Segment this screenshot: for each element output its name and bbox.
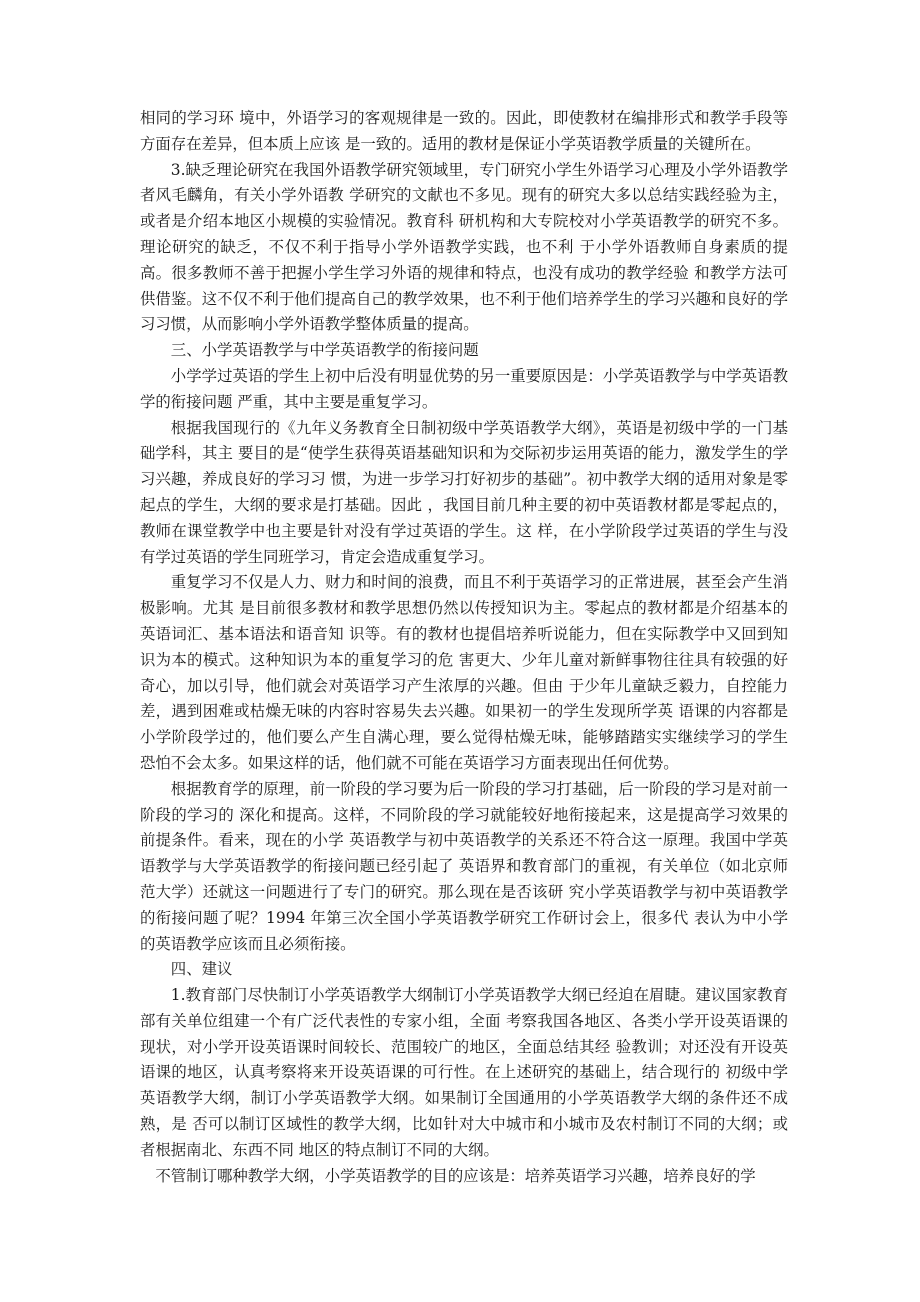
paragraph-lack-of-theory-research: 3.缺乏理论研究在我国外语教学研究领域里，专门研究小学生外语学习心理及小学外语教学者风毛麟角，有关小学外语教 学研究的文献也不多见。现有的研究大多以总结实践经验为主，或者是介绍本地区小规模的实验情况。教育科 研机构和大专院校对小学英语教学的研究不多。理论研究的缺乏，不仅不利于指导小学外语教学实践，也不利 于小学外语教师自身素质的提高。很多教师不善于把握小学生学习外语的规律和特点，也没有成功的教学经验 和教学方法可供借鉴。这不仅不利于他们提高自己的教学效果，也不利于他们培养学生的学习兴趣和良好的学 习习惯，从而影响小学外语教学整体质量的提高。 (140, 160, 788, 334)
section-heading-4: 四、建议 (170, 960, 233, 979)
section-heading-3: 三、小学英语教学与中学英语教学的衔接问题 (170, 341, 479, 360)
paragraph-textbook-continuation: 相同的学习环 境中，外语学习的客观规律是一致的。因此，即使教材在编排形式和教学手段等方面存在差异，但本质上应该 是一致的。适用的教材是保证小学英语教学质量的关键所在。 (140, 109, 788, 153)
paragraph-pedagogy-principle: 根据教育学的原理，前一阶段的学习要为后一阶段的学习打基础，后一阶段的学习是对前一阶段的学习的 深化和提高。这样，不同阶段的学习就能较好地衔接起来，这是提高学习效果的前提条件。看来，现在的小学 英语教学与初中英语教学的关系还不符合这一原理。我国中学英语教学与大学英语教学的衔接问题已经引起了 英语界和教育部门的重视，有关单位（如北京师范大学）还就这一问题进行了专门的研究。那么现在是否该研 究小学英语教学与初中英语教学的衔接问题了呢？1994 年第三次全国小学英语教学研究工作研讨会上，很多代 表认为中小学的英语教学应该而且必须衔接。 (140, 779, 788, 953)
paragraph-articulation-problem: 小学学过英语的学生上初中后没有明显优势的另一重要原因是：小学英语教学与中学英语教学的衔接问题 严重，其中主要是重复学习。 (140, 366, 788, 411)
paragraph-repeated-learning: 重复学习不仅是人力、财力和时间的浪费，而且不利于英语学习的正常进展，甚至会产生消极影响。尤其 是目前很多教材和教学思想仍然以传授知识为主。零起点的教材都是介绍基本的英语词汇、基本语法和语音知 识等。有的教材也提倡培养听说能力，但在实际教学中又回到知识为本的模式。这种知识为本的重复学习的危 害更大、少年儿童对新鲜事物往往具有较强的好奇心，加以引导，他们就会对英语学习产生浓厚的兴趣。但由 于少年儿童缺乏毅力，自控能力差，遇到困难或枯燥无味的内容时容易失去兴趣。如果初一的学生发现所学英 语课的内容都是小学阶段学过的，他们要么产生自满心理，要么觉得枯燥无味，能够踏踏实实继续学习的学生 恐怕不会太多。如果这样的话，他们就不可能在英语学习方面表现出任何优势。 (140, 573, 788, 772)
document-body (140, 106, 788, 1189)
paragraph-teaching-goal: 不管制订哪种教学大纲，小学英语教学的目的应该是：培养英语学习兴趣，培养良好的学 (155, 1166, 756, 1185)
paragraph-syllabus: 根据我国现行的《九年义务教育全日制初级中学英语教学大纲》，英语是初级中学的一门基础学科，其主 要目的是“使学生获得英语基础知识和为交际初步运用英语的能力，激发学生的学习兴趣，养成良好的学习习 惯，为进一步学习打好初步的基础”。初中教学大纲的适用对象是零起点的学生，大纲的要求是打基础。因此 ，我国目前几种主要的初中英语教材都是零起点的，教师在课堂教学中也主要是针对没有学过英语的学生。这 样，在小学阶段学过英语的学生与没有学过英语的学生同班学习，肯定会造成重复学习。 (140, 418, 788, 566)
paragraph-suggestion-syllabus: 1.教育部门尽快制订小学英语教学大纲制订小学英语教学大纲已经迫在眉睫。建议国家教育部有关单位组建一个有广泛代表性的专家小组，全面 考察我国各地区、各类小学开设英语课的现状，对小学开设英语课时间较长、范围较广的地区，全面总结其经 验教训；对还没有开设英语课的地区，认真考察将来开设英语课的可行性。在上述研究的基础上，结合现行的 初级中学英语教学大纲，制订小学英语教学大纲。如果制订全国通用的小学英语教学大纲的条件还不成熟，是 否可以制订区域性的教学大纲，比如针对大中城市和小城市及农村制订不同的大纲；或者根据南北、东西不同 地区的特点制订不同的大纲。 (140, 986, 788, 1159)
